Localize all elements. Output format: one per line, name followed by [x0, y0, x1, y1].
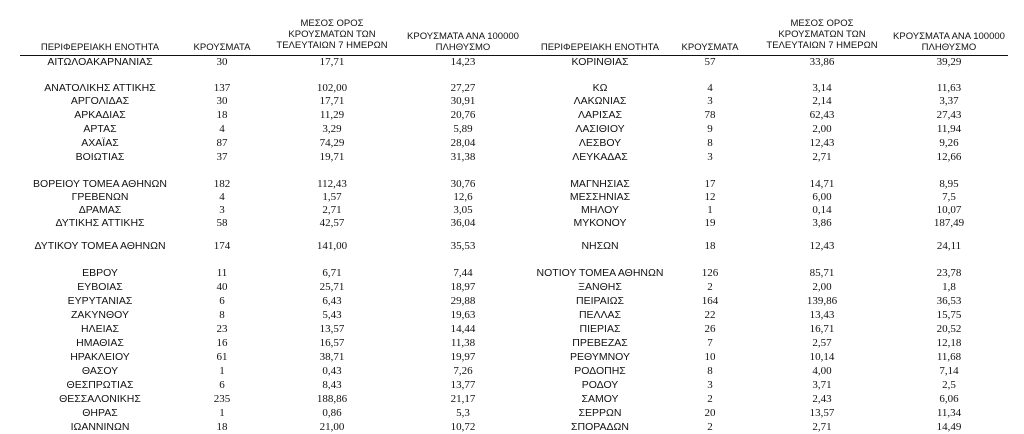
per100k-value: 14,44: [450, 323, 476, 335]
avg7-value: 1,57: [322, 191, 342, 203]
per100k-value: 10,72: [450, 421, 476, 433]
per100k-value: 36,04: [450, 217, 476, 229]
avg7-value: 3,29: [322, 123, 342, 135]
per100k-value: 30,76: [450, 178, 476, 190]
cases-value: 1: [219, 365, 225, 377]
per100k-value: 20,76: [450, 109, 476, 121]
cases-value: 30: [216, 56, 228, 68]
region-name: ΜΗΛΟΥ: [581, 204, 619, 216]
cases-value: 4: [219, 191, 225, 203]
per100k-value: 12,18: [936, 337, 962, 349]
header-avg7-left: ΜΕΣΟΣ ΟΡΟΣ ΚΡΟΥΣΜΑΤΩΝ ΤΩΝ ΤΕΛΕΥΤΑΙΩΝ 7 ΗΜΕΡΩΝ: [276, 18, 388, 51]
region-name: ΛΑΚΩΝΙΑΣ: [573, 95, 627, 107]
avg7-value: 33,86: [809, 56, 835, 68]
per100k-value: 10,07: [936, 204, 962, 216]
cases-value: 18: [216, 421, 228, 433]
per100k-value: 27,43: [936, 109, 962, 121]
table-row: [0, 295, 1024, 308]
avg7-value: 38,71: [319, 351, 345, 363]
region-name: ΔΡΑΜΑΣ: [78, 204, 122, 216]
avg7-value: 21,00: [319, 421, 345, 433]
table-row: [0, 56, 1024, 69]
cases-value: 9: [707, 123, 713, 135]
region-name: ΠΙΕΡΙΑΣ: [579, 323, 621, 335]
per100k-value: 20,52: [936, 323, 962, 335]
cases-value: 16: [216, 337, 228, 349]
per100k-value: 14,49: [936, 421, 962, 433]
per100k-value: 31,38: [450, 151, 476, 163]
cases-value: 12: [704, 191, 716, 203]
avg7-value: 12,43: [809, 240, 835, 252]
region-name: ΜΑΓΝΗΣΙΑΣ: [570, 178, 630, 190]
cases-value: 40: [216, 281, 228, 293]
per100k-value: 187,49: [933, 217, 965, 229]
cases-value: 137: [213, 82, 231, 94]
cases-value: 78: [704, 109, 716, 121]
per100k-value: 11,68: [936, 351, 962, 363]
cases-value: 6: [219, 379, 225, 391]
cases-value: 7: [707, 337, 713, 349]
region-name: ΣΕΡΡΩΝ: [578, 407, 622, 419]
header-cases-right: ΚΡΟΥΣΜΑΤΑ: [681, 42, 739, 53]
cases-value: 2: [707, 421, 713, 433]
cases-value: 1: [219, 407, 225, 419]
header-region-right: ΠΕΡΙΦΕΡΕΙΑΚΗ ΕΝΟΤΗΤΑ: [540, 42, 660, 53]
per100k-value: 13,77: [450, 379, 476, 391]
table-row: [0, 191, 1024, 204]
avg7-value: 74,29: [319, 137, 345, 149]
region-name: ΑΡΤΑΣ: [83, 123, 117, 135]
per100k-value: 11,94: [936, 123, 962, 135]
avg7-value: 17,71: [319, 95, 345, 107]
region-name: ΕΥΒΟΙΑΣ: [77, 281, 123, 293]
per100k-value: 11,63: [936, 82, 962, 94]
cases-value: 58: [216, 217, 228, 229]
avg7-value: 10,14: [809, 351, 835, 363]
table-row: [0, 95, 1024, 108]
per100k-value: 1,8: [942, 281, 956, 293]
table-row: [0, 323, 1024, 336]
per100k-value: 30,91: [450, 95, 476, 107]
per100k-value: 23,78: [936, 267, 962, 279]
header-per100k-right: ΚΡΟΥΣΜΑΤΑ ΑΝΑ 100000 ΠΛΗΘΥΣΜΟ: [893, 31, 1005, 53]
cases-value: 19: [704, 217, 716, 229]
per100k-value: 39,29: [936, 56, 962, 68]
per100k-value: 7,44: [453, 267, 473, 279]
per100k-value: 3,37: [939, 95, 959, 107]
per100k-value: 5,89: [453, 123, 473, 135]
avg7-value: 102,00: [316, 82, 348, 94]
avg7-value: 141,00: [316, 240, 348, 252]
cases-value: 126: [701, 267, 719, 279]
cases-value: 3: [219, 204, 225, 216]
avg7-value: 3,14: [812, 82, 832, 94]
region-name: ΡΟΔΟΥ: [581, 379, 619, 391]
cases-value: 10: [704, 351, 716, 363]
per100k-value: 11,38: [450, 337, 476, 349]
avg7-value: 6,43: [322, 295, 342, 307]
avg7-value: 11,29: [319, 109, 345, 121]
region-name: ΠΕΛΛΑΣ: [578, 309, 622, 321]
table-row: [0, 267, 1024, 280]
avg7-value: 85,71: [809, 267, 835, 279]
cases-value: 37: [216, 151, 228, 163]
table-row: [0, 137, 1024, 150]
per100k-value: 2,5: [942, 379, 956, 391]
region-name: ΝΗΣΩΝ: [581, 240, 619, 252]
avg7-value: 0,86: [322, 407, 342, 419]
per100k-value: 18,97: [450, 281, 476, 293]
avg7-value: 3,86: [812, 217, 832, 229]
region-name: ΛΑΡΙΣΑΣ: [578, 109, 622, 121]
table-row: [0, 178, 1024, 191]
avg7-value: 2,00: [812, 123, 832, 135]
avg7-value: 12,43: [809, 137, 835, 149]
header-cases-left: ΚΡΟΥΣΜΑΤΑ: [193, 42, 251, 53]
cases-value: 18: [216, 109, 228, 121]
table-row: [0, 337, 1024, 350]
cases-value: 3: [707, 95, 713, 107]
avg7-value: 13,57: [809, 407, 835, 419]
header-per100k-left: ΚΡΟΥΣΜΑΤΑ ΑΝΑ 100000 ΠΛΗΘΥΣΜΟ: [407, 31, 519, 53]
cases-value: 87: [216, 137, 228, 149]
cases-value: 3: [707, 379, 713, 391]
cases-value: 164: [701, 295, 719, 307]
avg7-value: 13,57: [319, 323, 345, 335]
cases-value: 8: [707, 137, 713, 149]
per100k-value: 5,3: [456, 407, 470, 419]
avg7-value: 2,00: [812, 281, 832, 293]
region-name: ΘΗΡΑΣ: [82, 407, 118, 419]
region-name: ΠΡΕΒΕΖΑΣ: [572, 337, 628, 349]
per100k-value: 12,6: [453, 191, 473, 203]
cases-value: 11: [216, 267, 228, 279]
avg7-value: 19,71: [319, 151, 345, 163]
table-row: [0, 421, 1024, 434]
avg7-value: 112,43: [317, 178, 347, 190]
region-name: ΕΥΡΥΤΑΝΙΑΣ: [67, 295, 133, 307]
region-name: ΓΡΕΒΕΝΩΝ: [71, 191, 129, 203]
cases-value: 30: [216, 95, 228, 107]
region-name: ΑΧΑΪΑΣ: [81, 137, 119, 149]
region-name: ΔΥΤΙΚΟΥ ΤΟΜΕΑ ΑΘΗΝΩΝ: [34, 240, 166, 252]
table-row: [0, 82, 1024, 95]
region-name: ΙΩΑΝΝΙΝΩΝ: [70, 421, 130, 433]
region-name: ΗΡΑΚΛΕΙΟΥ: [70, 351, 130, 363]
avg7-value: 2,71: [812, 421, 832, 433]
table-row: [0, 151, 1024, 164]
avg7-value: 0,14: [812, 204, 832, 216]
per100k-value: 7,26: [453, 365, 473, 377]
table-row: [0, 365, 1024, 378]
cases-value: 20: [704, 407, 716, 419]
region-name: ΜΕΣΣΗΝΙΑΣ: [569, 191, 631, 203]
cases-value: 8: [219, 309, 225, 321]
avg7-value: 16,57: [319, 337, 345, 349]
table-row: [0, 309, 1024, 322]
region-name: ΡΕΘΥΜΝΟΥ: [569, 351, 630, 363]
header-avg7-right: ΜΕΣΟΣ ΟΡΟΣ ΚΡΟΥΣΜΑΤΩΝ ΤΩΝ ΤΕΛΕΥΤΑΙΩΝ 7 ΗΜΕΡΩΝ: [766, 18, 878, 51]
avg7-value: 5,43: [322, 309, 342, 321]
region-name: ΜΥΚΟΝΟΥ: [573, 217, 627, 229]
cases-value: 4: [707, 82, 713, 94]
avg7-value: 17,71: [319, 56, 345, 68]
avg7-value: 0,43: [322, 365, 342, 377]
cases-value: 1: [707, 204, 713, 216]
cases-value: 174: [213, 240, 231, 252]
region-name: ΘΑΣΟΥ: [81, 365, 119, 377]
cases-value: 23: [216, 323, 228, 335]
cases-value: 57: [704, 56, 716, 68]
region-name: ΗΛΕΙΑΣ: [80, 323, 119, 335]
region-name: ΖΑΚΥΝΘΟΥ: [70, 309, 129, 321]
avg7-value: 13,43: [809, 309, 835, 321]
region-name: ΚΩ: [592, 82, 608, 94]
per100k-value: 19,97: [450, 351, 476, 363]
avg7-value: 42,57: [319, 217, 345, 229]
cases-value: 18: [704, 240, 716, 252]
avg7-value: 14,71: [809, 178, 835, 190]
per100k-value: 6,06: [939, 393, 959, 405]
region-name: ΒΟΙΩΤΙΑΣ: [75, 151, 125, 163]
avg7-value: 2,71: [322, 204, 342, 216]
region-name: ΘΕΣΠΡΩΤΙΑΣ: [66, 379, 134, 391]
cases-value: 26: [704, 323, 716, 335]
per100k-value: 3,05: [453, 204, 473, 216]
region-name: ΛΕΣΒΟΥ: [578, 137, 622, 149]
region-name: ΑΡΓΟΛΙΔΑΣ: [70, 95, 130, 107]
avg7-value: 2,57: [812, 337, 832, 349]
region-name: ΔΥΤΙΚΗΣ ΑΤΤΙΚΗΣ: [55, 217, 145, 229]
avg7-value: 2,43: [812, 393, 832, 405]
region-name: ΘΕΣΣΑΛΟΝΙΚΗΣ: [59, 393, 141, 405]
cases-value: 17: [704, 178, 716, 190]
per100k-value: 12,66: [936, 151, 962, 163]
cases-value: 6: [219, 295, 225, 307]
table-row: [0, 109, 1024, 122]
avg7-value: 25,71: [319, 281, 345, 293]
cases-value: 3: [707, 151, 713, 163]
region-name: ΚΟΡΙΝΘΙΑΣ: [571, 56, 629, 68]
cases-value: 8: [707, 365, 713, 377]
per100k-value: 21,17: [450, 393, 476, 405]
avg7-value: 6,00: [812, 191, 832, 203]
region-name: ΗΜΑΘΙΑΣ: [76, 337, 124, 349]
avg7-value: 2,71: [812, 151, 832, 163]
per100k-value: 24,11: [936, 240, 962, 252]
region-name: ΣΑΜΟΥ: [581, 393, 619, 405]
table-row: [0, 393, 1024, 406]
per100k-value: 8,95: [939, 178, 959, 190]
per100k-value: 27,27: [450, 82, 476, 94]
region-name: ΑΙΤΩΛΟΑΚΑΡΝΑΝΙΑΣ: [47, 56, 153, 68]
region-name: ΕΒΡΟΥ: [82, 267, 118, 279]
region-name: ΑΝΑΤΟΛΙΚΗΣ ΑΤΤΙΚΗΣ: [44, 82, 156, 94]
avg7-value: 4,00: [812, 365, 832, 377]
table-row: [0, 379, 1024, 392]
avg7-value: 8,43: [322, 379, 342, 391]
table-row: [0, 123, 1024, 136]
cases-value: 2: [707, 393, 713, 405]
table-row: [0, 217, 1024, 230]
avg7-value: 16,71: [809, 323, 835, 335]
per100k-value: 9,26: [939, 137, 959, 149]
region-name: ΞΑΝΘΗΣ: [578, 281, 622, 293]
avg7-value: 3,71: [812, 379, 832, 391]
per100k-value: 28,04: [450, 137, 476, 149]
per100k-value: 15,75: [936, 309, 962, 321]
avg7-value: 62,43: [809, 109, 835, 121]
table-row: [0, 204, 1024, 217]
table-row: [0, 407, 1024, 420]
cases-value: 235: [213, 393, 231, 405]
avg7-value: 6,71: [322, 267, 342, 279]
region-name: ΠΕΙΡΑΙΩΣ: [576, 295, 624, 307]
cases-value: 182: [213, 178, 231, 190]
per100k-value: 29,88: [450, 295, 476, 307]
region-name: ΛΑΣΙΘΙΟΥ: [575, 123, 625, 135]
table-row: [0, 281, 1024, 294]
region-name: ΒΟΡΕΙΟΥ ΤΟΜΕΑ ΑΘΗΝΩΝ: [33, 178, 167, 190]
per100k-value: 35,53: [450, 240, 476, 252]
table-row: [0, 351, 1024, 364]
cases-value: 22: [704, 309, 716, 321]
per100k-value: 14,23: [450, 56, 476, 68]
per100k-value: 11,34: [936, 407, 962, 419]
region-name: ΝΟΤΙΟΥ ΤΟΜΕΑ ΑΘΗΝΩΝ: [536, 267, 664, 279]
per100k-value: 7,5: [942, 191, 956, 203]
cases-value: 4: [219, 123, 225, 135]
cases-value: 61: [216, 351, 228, 363]
region-name: ΑΡΚΑΔΙΑΣ: [74, 109, 126, 121]
per100k-value: 7,14: [939, 365, 959, 377]
region-name: ΣΠΟΡΑΔΩΝ: [571, 421, 629, 433]
region-name: ΡΟΔΟΠΗΣ: [574, 365, 626, 377]
header-region-left: ΠΕΡΙΦΕΡΕΙΑΚΗ ΕΝΟΤΗΤΑ: [40, 42, 160, 53]
cases-value: 2: [707, 281, 713, 293]
avg7-value: 139,86: [806, 295, 838, 307]
per100k-value: 36,53: [936, 295, 962, 307]
table-row: [0, 240, 1024, 253]
avg7-value: 188,86: [316, 393, 348, 405]
region-name: ΛΕΥΚΑΔΑΣ: [572, 151, 628, 163]
per100k-value: 19,63: [450, 309, 476, 321]
avg7-value: 2,14: [812, 95, 832, 107]
